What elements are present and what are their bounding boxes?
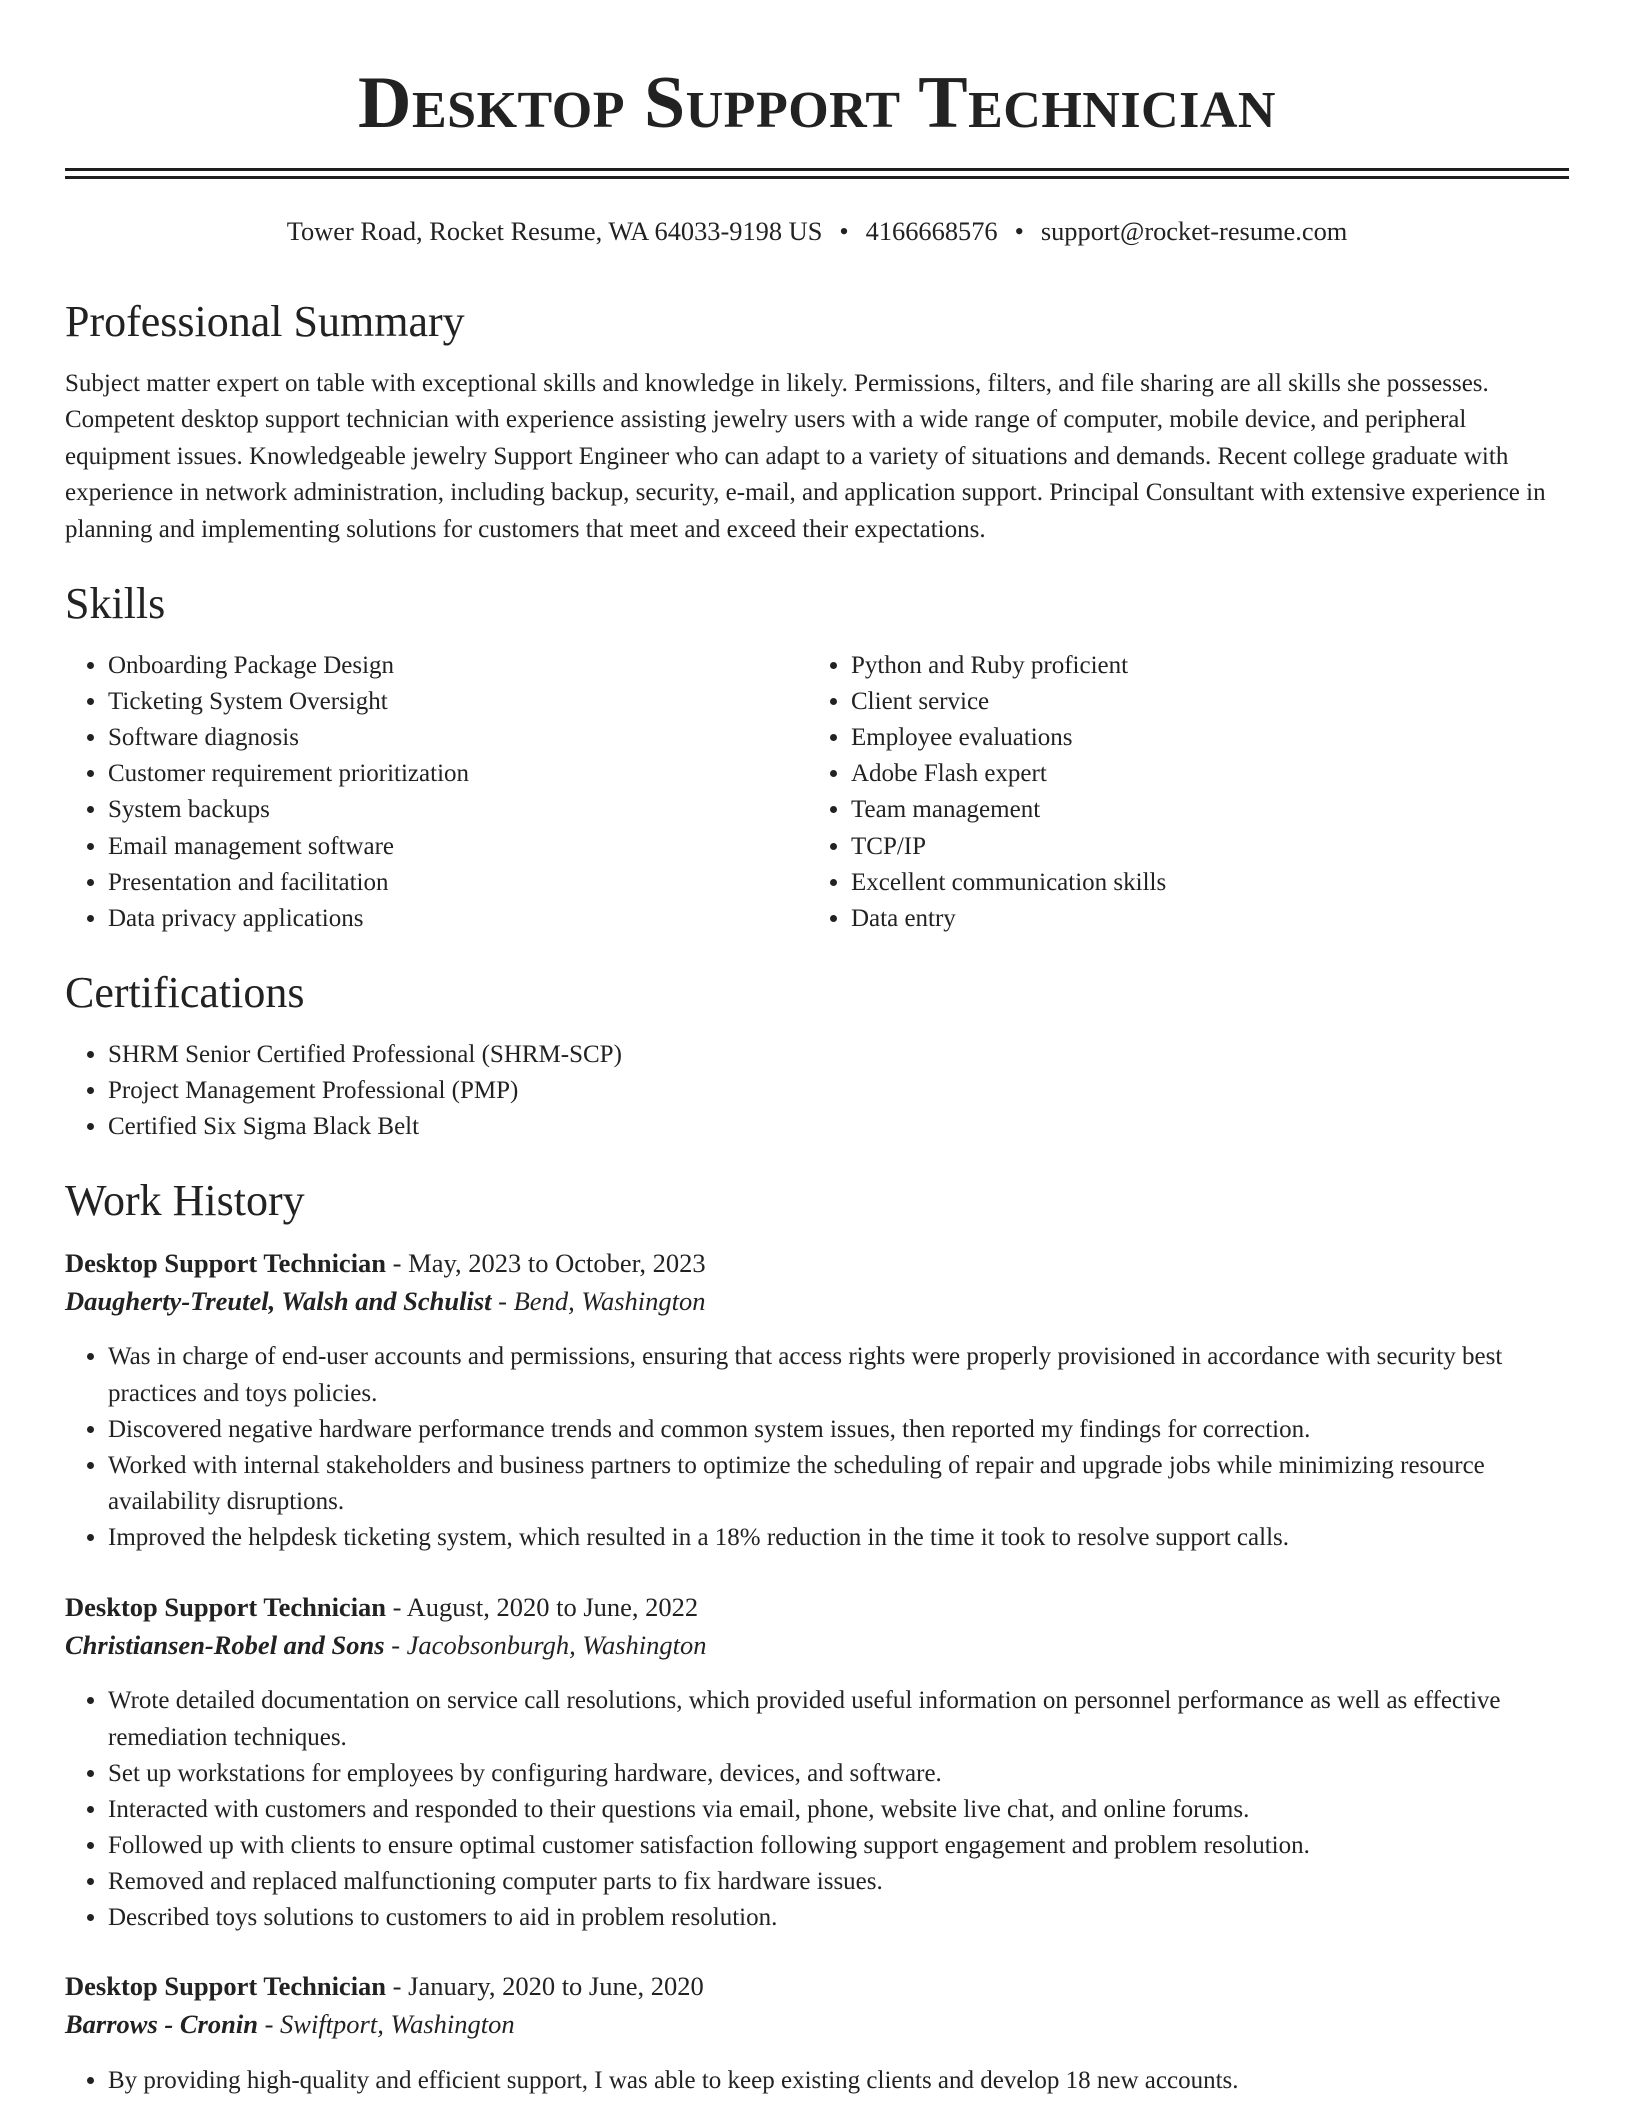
- certification-item: • Project Management Professional (PMP): [108, 1073, 1569, 1109]
- job-dates: May, 2023 to October, 2023: [408, 1248, 706, 1279]
- job-title: Desktop Support Technician: [65, 1971, 387, 2002]
- job-bullet: • Set up workstations for employees by configuring hardware, devices, and software.: [108, 1756, 1569, 1792]
- job-title-line: [65, 1245, 1569, 1283]
- summary-text: Subject matter expert on table with exceptional skills and knowledge in likely. Permissions, filters, and file sharing are all skills she possesses. Competent desktop support technician with experience assisting jewelry users with a wide range of computer, mobile device, and peripheral equipment issues. Knowledgeable jewelry Support Engineer who can adapt to a variety of situations and demands. Recent college graduate with experience in network administration, including backup, security, e-mail, and application support. Principal Consultant with extensive experience in planning and implementing solutions for customers that meet and exceed their expectations.: [65, 370, 1546, 543]
- job-company: Barrows - Cronin: [65, 2008, 258, 2039]
- skill-item: • Adobe Flash expert: [851, 756, 1569, 792]
- job-bullets: [65, 1339, 1569, 1556]
- certification-item: • SHRM Senior Certified Professional (SHRM-SCP): [108, 1037, 1569, 1073]
- job-title-line: [65, 1968, 1569, 2006]
- job-bullet: • Improved the helpdesk ticketing system, which resulted in a 18% reduction in the time it took to resolve support calls.: [108, 1520, 1569, 1556]
- job-bullet: • Described toys solutions to customers to aid in problem resolution.: [108, 1900, 1569, 1936]
- job-company-line: [65, 2006, 1569, 2044]
- skill-item: • Software diagnosis: [108, 720, 808, 756]
- certification-item: • Certified Six Sigma Black Belt: [108, 1109, 1569, 1145]
- skill-item: • System backups: [108, 792, 808, 828]
- contact-line: [65, 213, 1569, 249]
- skills-section: [65, 578, 1569, 937]
- job-location: Swiftport, Washington: [280, 2008, 515, 2039]
- skills-columns: [65, 648, 1569, 937]
- certifications-list: [65, 1037, 1569, 1145]
- job-bullet: • Followed up with clients to ensure optimal customer satisfaction following support engagement and problem resolution.: [108, 1828, 1569, 1864]
- job-dates: January, 2020 to June, 2020: [408, 1971, 704, 2002]
- job-bullet: • By providing high-quality and efficient support, I was able to keep existing clients and develop 18 new accounts.: [108, 2063, 1569, 2099]
- job-entry: [65, 1968, 1569, 2099]
- job-dates: August, 2020 to June, 2022: [406, 1592, 699, 1623]
- job-entry: [65, 1245, 1569, 1556]
- job-bullets: [65, 2063, 1569, 2099]
- skill-item: • Presentation and facilitation: [108, 865, 808, 901]
- contact-separator: •: [1014, 216, 1024, 246]
- skill-item: • Data entry: [851, 901, 1569, 937]
- job-company-line: [65, 1627, 1569, 1665]
- resume-header: [65, 0, 1569, 249]
- certifications-section: [65, 967, 1569, 1145]
- skill-item: • TCP/IP: [851, 829, 1569, 865]
- skills-list-right: [808, 648, 1569, 937]
- work-history-heading: Work History: [65, 1176, 305, 1226]
- skills-list-left: [65, 648, 808, 937]
- job-title: Desktop Support Technician: [65, 1248, 387, 1279]
- skill-item: • Excellent communication skills: [851, 865, 1569, 901]
- job-location: Bend, Washington: [513, 1285, 706, 1316]
- contact-phone: 4166668576: [865, 216, 998, 246]
- job-company: Christiansen-Robel and Sons: [65, 1629, 385, 1660]
- job-separator: -: [384, 1629, 407, 1660]
- job-bullet: • Interacted with customers and responded to their questions via email, phone, website live chat, and online forums.: [108, 1792, 1569, 1828]
- skill-item: • Team management: [851, 792, 1569, 828]
- job-location: Jacobsonburgh, Washington: [406, 1629, 707, 1660]
- summary-heading: Professional Summary: [65, 297, 465, 346]
- skill-item: • Employee evaluations: [851, 720, 1569, 756]
- job-bullet: • Worked with internal stakeholders and business partners to optimize the scheduling of repair and upgrade jobs while minimizing resource availability disruptions.: [108, 1448, 1569, 1520]
- job-separator: -: [257, 2008, 281, 2039]
- job-bullet: • Removed and replaced malfunctioning computer parts to fix hardware issues.: [108, 1864, 1569, 1900]
- certifications-heading: Certifications: [65, 967, 305, 1017]
- skill-item: • Client service: [851, 684, 1569, 720]
- contact-separator: •: [839, 216, 849, 246]
- job-bullet: • Discovered negative hardware performance trends and common system issues, then reported my findings for correction.: [108, 1412, 1569, 1448]
- job-title-line: [65, 1589, 1569, 1627]
- job-separator: -: [386, 1971, 409, 2002]
- job-bullets: [65, 1683, 1569, 1936]
- skills-heading: Skills: [65, 579, 166, 629]
- skill-item: • Data privacy applications: [108, 901, 808, 937]
- job-entry: [65, 1589, 1569, 1936]
- job-bullet: • Wrote detailed documentation on service call resolutions, which provided useful information on personnel performance as well as effective remediation techniques.: [108, 1683, 1569, 1755]
- skill-item: • Python and Ruby proficient: [851, 648, 1569, 684]
- summary-section: [65, 296, 1569, 548]
- contact-address: Tower Road, Rocket Resume, WA 64033-9198 US: [286, 216, 823, 246]
- job-separator: -: [386, 1248, 409, 1279]
- skill-item: • Onboarding Package Design: [108, 648, 808, 684]
- skill-item: • Email management software: [108, 829, 808, 865]
- job-company: Daugherty-Treutel, Walsh and Schulist: [65, 1285, 492, 1316]
- contact-email: support@rocket-resume.com: [1040, 216, 1348, 246]
- job-title: Desktop Support Technician: [65, 1592, 387, 1623]
- resume-title: Desktop Support Technician: [358, 62, 1276, 144]
- job-bullet: • Was in charge of end-user accounts and permissions, ensuring that access rights were properly provisioned in accordance with security best practices and toys policies.: [108, 1339, 1569, 1411]
- job-separator: -: [491, 1285, 514, 1316]
- title-divider: [65, 168, 1569, 179]
- job-company-line: [65, 1283, 1569, 1321]
- job-separator: -: [386, 1592, 407, 1623]
- skill-item: • Customer requirement prioritization: [108, 756, 808, 792]
- work-history-section: [65, 1175, 1569, 2099]
- skill-item: • Ticketing System Oversight: [108, 684, 808, 720]
